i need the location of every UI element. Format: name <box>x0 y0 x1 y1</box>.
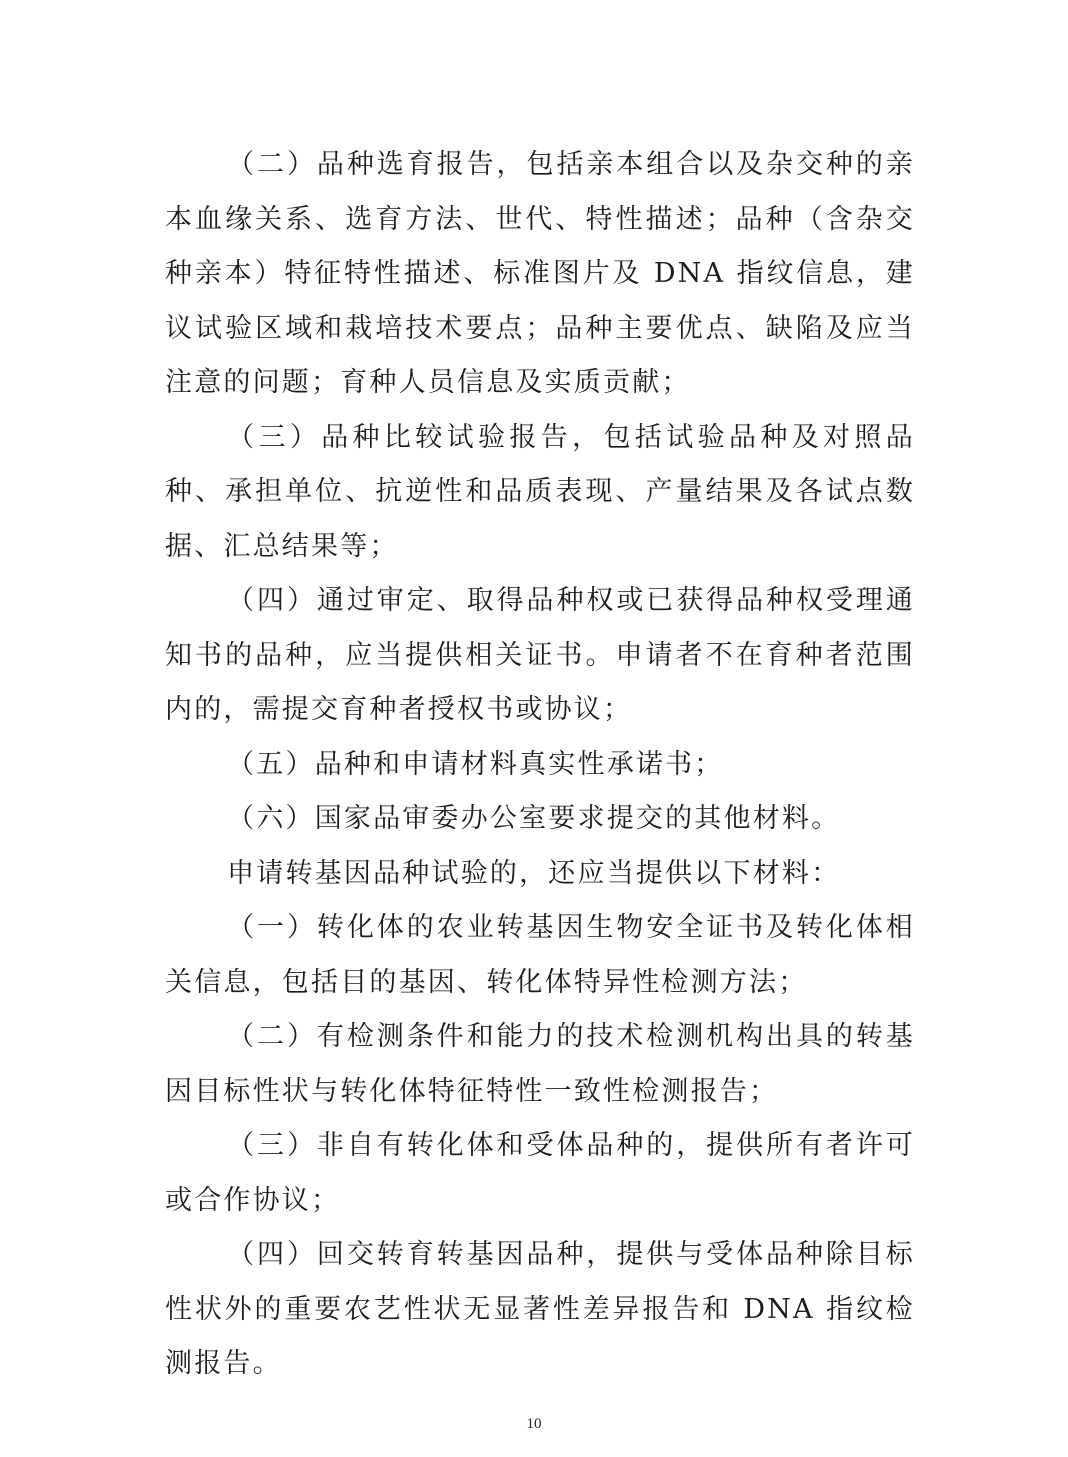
page-number: 10 <box>526 1416 542 1432</box>
paragraph-biosafety-certificate: （一）转化体的农业转基因生物安全证书及转化体相关信息，包括目的基因、转化体特异性检测方法； <box>165 912 915 998</box>
paragraph-authenticity-pledge: （五）品种和申请材料真实性承诺书； <box>227 748 724 780</box>
paragraph-certificates: （四）通过审定、取得品种权或已获得品种权受理通知书的品种，应当提供相关证书。申请者不在育种者范围内的，需提交育种者授权书或协议； <box>165 585 915 725</box>
paragraph-comparison-trial-report: （三）品种比较试验报告，包括试验品种及对照品种、承担单位、抗逆性和品质表现、产量结果及各试点数据、汇总结果等； <box>165 421 915 562</box>
paragraph-detection-report: （二）有检测条件和能力的技术检测机构出具的转基因目标性状与转化体特征特性一致性检测报告； <box>165 1021 915 1107</box>
paragraph-backcross-report: （四）回交转育转基因品种，提供与受体品种除目标性状外的重要农艺性状无显著性差异报告和 DNA 指纹检测报告。 <box>165 1239 915 1379</box>
paragraph-transgenic-intro: 申请转基因品种试验的，还应当提供以下材料： <box>227 857 841 889</box>
paragraph-owner-permission: （三）非自有转化体和受体品种的，提供所有者许可或合作协议； <box>165 1130 915 1216</box>
paragraph-breeding-report: （二）品种选育报告，包括亲本组合以及杂交种的亲本血缘关系、选育方法、世代、特性描述；品种（含杂交种亲本）特征特性描述、标准图片及 DNA 指纹信息，建议试验区域和栽培技术要点；品种主要优点、缺陷及应当注意的问题；育种人员信息及实质贡献； <box>165 149 915 398</box>
document-body <box>165 138 915 1392</box>
paragraph-other-materials: （六）国家品审委办公室要求提交的其他材料。 <box>227 803 841 834</box>
